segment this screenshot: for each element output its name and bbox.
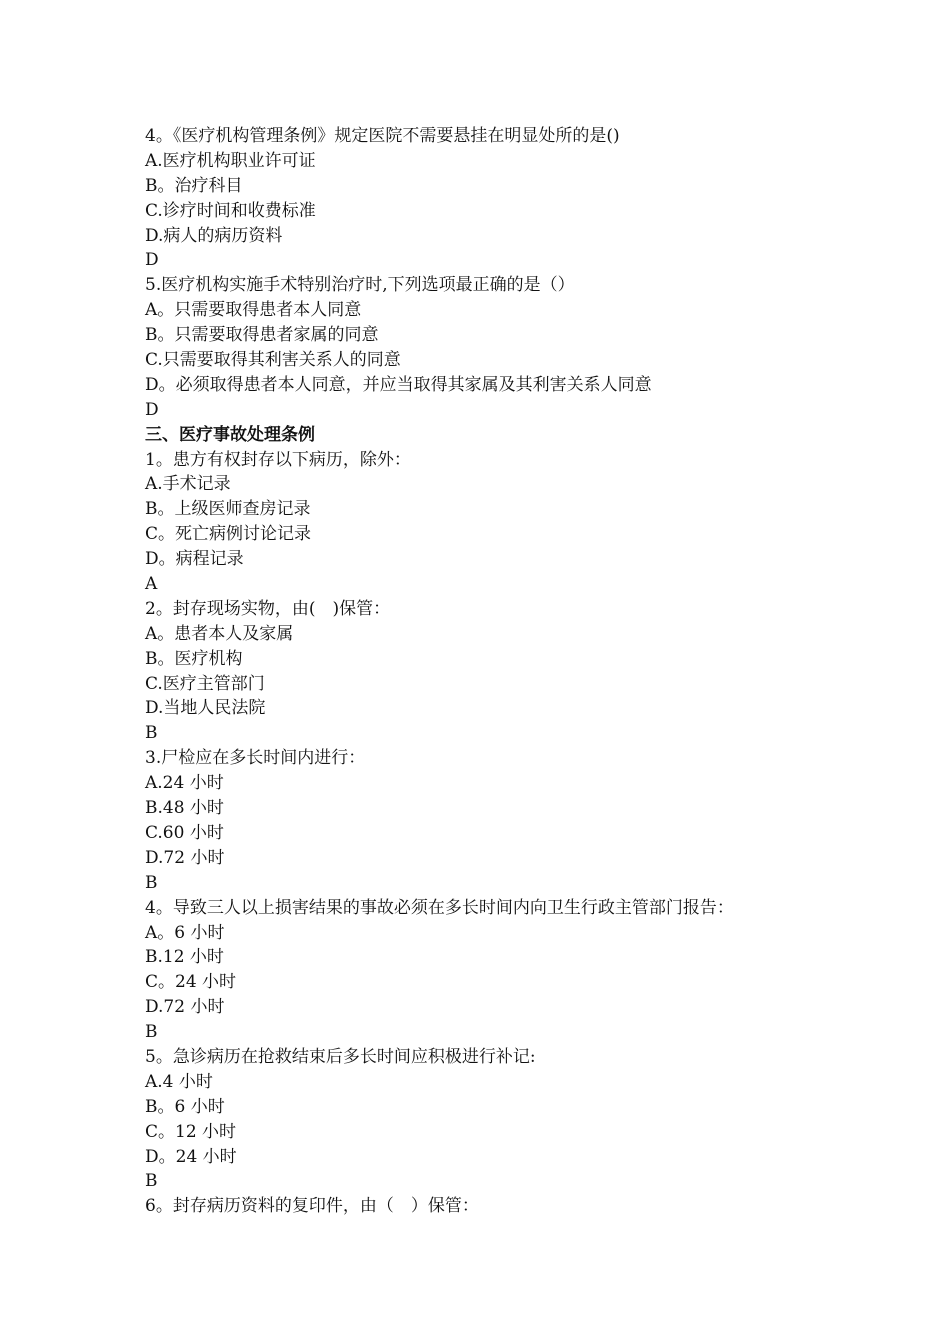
question-4-answer: D [145,250,159,271]
s3-question-5-answer: B [145,1171,158,1192]
s3-question-5-option-d: D。24 小时 [145,1146,237,1167]
s3-question-2-option-d: D.当地人民法院 [145,698,266,719]
s3-question-3-option-d: D.72 小时 [145,847,225,868]
question-5-answer: D [145,399,159,420]
question-5-text: 5.医疗机构实施手术特别治疗时,下列选项最正确的是（） [145,275,575,296]
s3-question-1-option-b: B。上级医师查房记录 [145,499,311,520]
s3-question-1-option-d: D。病程记录 [145,549,244,570]
s3-question-2-option-c: C.医疗主管部门 [145,673,265,694]
s3-question-2-answer: B [145,723,158,744]
s3-question-1-option-c: C。死亡病例讨论记录 [145,524,312,545]
s3-question-2-option-a: A。患者本人及家属 [145,623,294,644]
question-4-option-b: B。治疗科目 [145,175,243,196]
s3-question-4-option-c: C。24 小时 [145,972,237,993]
s3-question-5-text: 5。急诊病历在抢救结束后多长时间应积极进行补记: [145,1046,536,1067]
section-heading: 三、医疗事故处理条例 [145,424,315,445]
question-4-option-a: A.医疗机构职业许可证 [145,150,316,171]
question-4-text: 4。《医疗机构管理条例》规定医院不需要悬挂在明显处所的是() [145,126,620,146]
s3-question-3-option-c: C.60 小时 [145,822,224,843]
s3-question-4-option-a: A。6 小时 [145,922,225,943]
s3-question-4-option-d: D.72 小时 [145,997,225,1018]
s3-question-2-option-b: B。医疗机构 [145,648,243,669]
question-5-option-a: A。只需要取得患者本人同意 [145,300,362,321]
s3-question-5-option-b: B。6 小时 [145,1096,225,1117]
s3-question-1-option-a: A.手术记录 [145,474,231,495]
s3-question-3-option-a: A.24 小时 [145,773,224,794]
s3-question-1-answer: A [145,574,158,595]
s3-question-4-text: 4。导致三人以上损害结果的事故必须在多长时间内向卫生行政主管部门报告： [145,897,734,918]
s3-question-3-text: 3.尸检应在多长时间内进行： [145,748,366,769]
s3-question-3-answer: B [145,872,158,893]
question-4-option-d: D.病人的病历资料 [145,225,283,246]
question-4-option-c: C.诊疗时间和收费标准 [145,200,316,221]
s3-question-2-text: 2。封存现场实物，由( )保管： [145,598,391,619]
s3-question-3-option-b: B.48 小时 [145,798,224,819]
s3-question-1-text: 1。患方有权封存以下病历，除外： [145,449,411,470]
s3-question-6-text: 6。封存病历资料的复印件，由（ ）保管： [145,1196,479,1217]
question-5-option-c: C.只需要取得其利害关系人的同意 [145,350,401,371]
question-5-option-d: D。必须取得患者本人同意，并应当取得其家属及其利害关系人同意 [145,374,652,395]
question-5-option-b: B。只需要取得患者家属的同意 [145,325,379,346]
s3-question-5-option-c: C。12 小时 [145,1121,237,1142]
s3-question-4-option-b: B.12 小时 [145,947,224,968]
s3-question-5-option-a: A.4 小时 [145,1071,213,1092]
document-body [145,124,865,1219]
s3-question-4-answer: B [145,1022,158,1043]
